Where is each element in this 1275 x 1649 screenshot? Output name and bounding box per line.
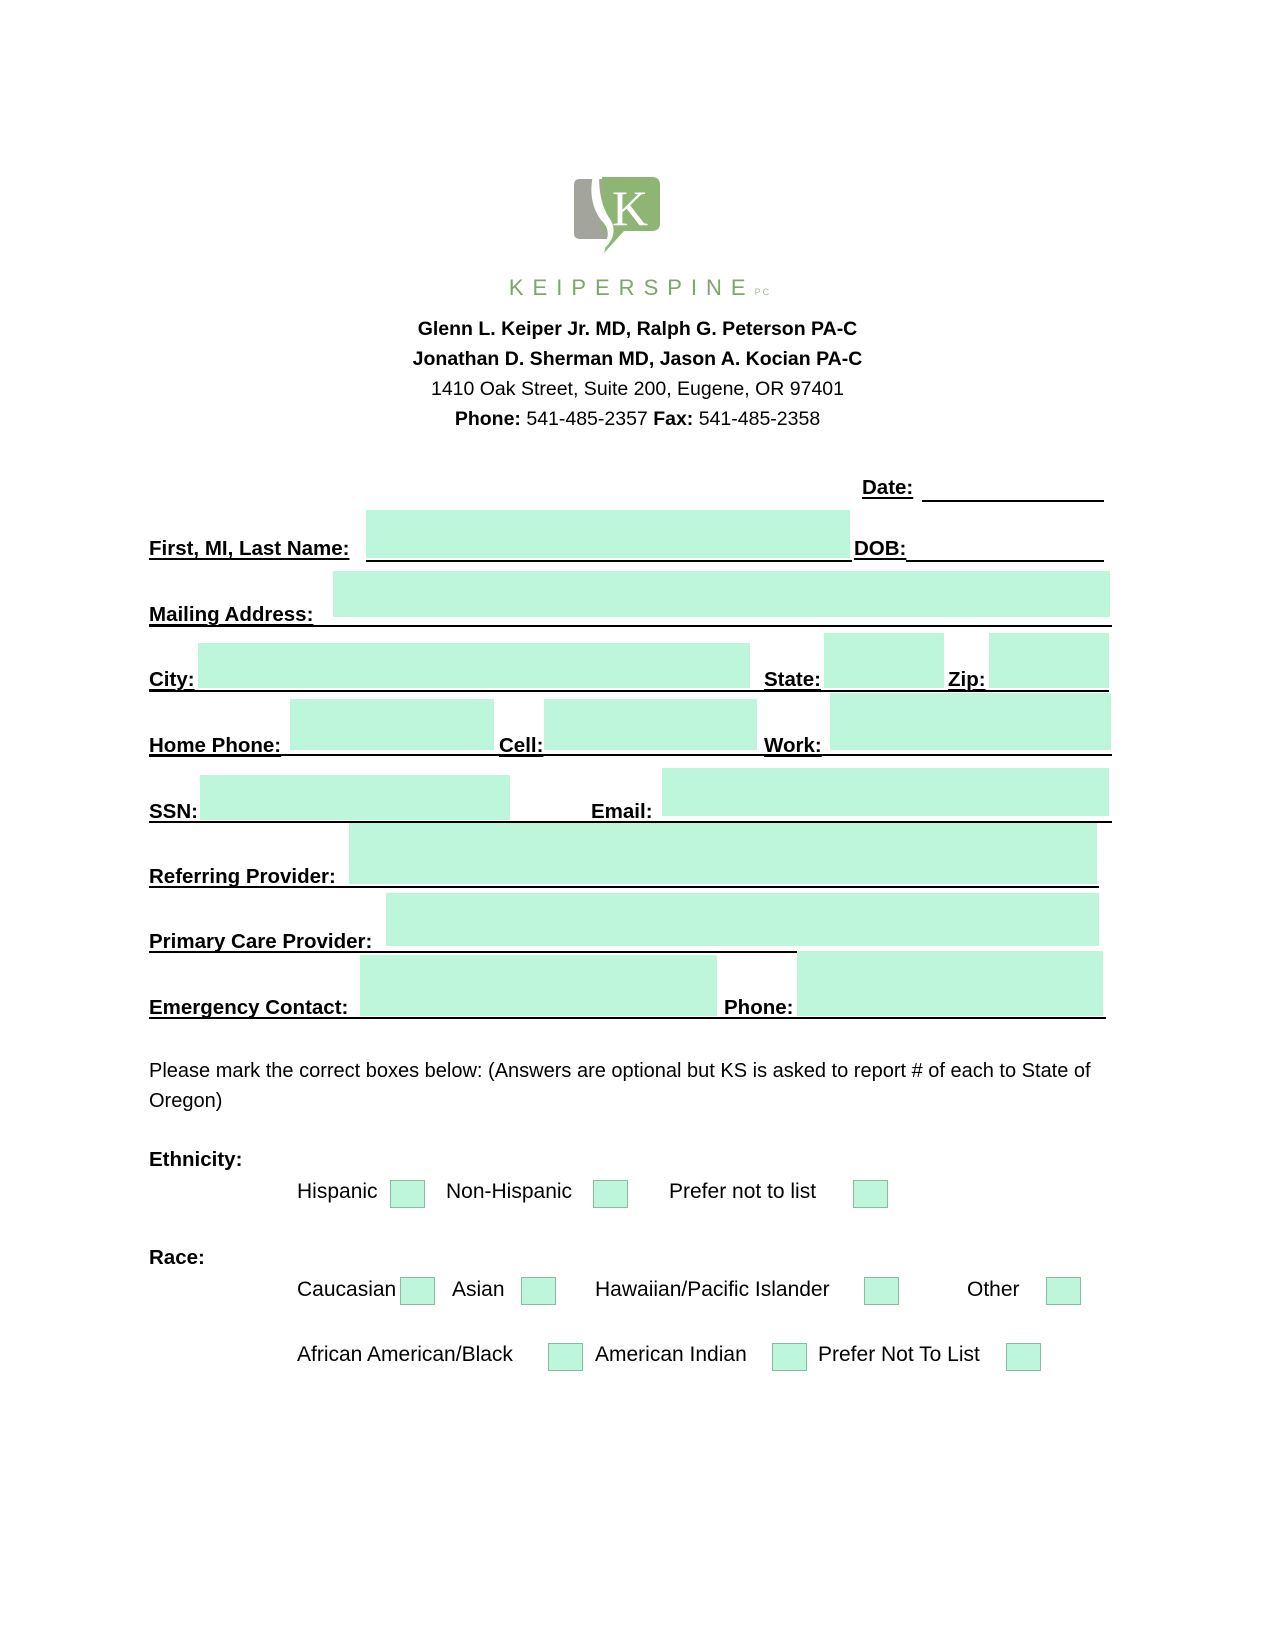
work-label: Work: <box>764 734 822 757</box>
city-field[interactable] <box>198 643 750 688</box>
race-asian-checkbox[interactable] <box>521 1277 556 1305</box>
email-field[interactable] <box>662 768 1109 816</box>
ethnicity-label: Ethnicity: <box>149 1148 243 1171</box>
office-address: 1410 Oak Street, Suite 200, Eugene, OR 97401 <box>430 378 845 400</box>
home-phone-field[interactable] <box>290 699 494 750</box>
referring-provider-line <box>149 886 1099 888</box>
instructions-text: Please mark the correct boxes below: (Answers are optional but KS is asked to report # of each to State of Oregon) <box>149 1060 1091 1112</box>
ethnicity-option-non-hispanic-label: Non-Hispanic <box>446 1180 573 1203</box>
home-phone-input[interactable] <box>290 699 494 750</box>
referring-provider-label: Referring Provider: <box>149 865 336 888</box>
cell-label: Cell: <box>499 734 544 757</box>
race-option-prefer-not-label: Prefer Not To List <box>818 1343 980 1366</box>
phones-line <box>149 754 1112 756</box>
city-input[interactable] <box>198 643 750 688</box>
race-hawaiian-checkbox[interactable] <box>864 1277 899 1305</box>
race-caucasian-checkbox[interactable] <box>400 1277 435 1305</box>
primary-care-provider-field[interactable] <box>386 893 1099 946</box>
ssn-input[interactable] <box>200 775 510 820</box>
name-line <box>366 560 852 562</box>
race-option-asian-label: Asian <box>452 1278 505 1301</box>
city-label: City: <box>149 668 195 691</box>
cell-phone-field[interactable] <box>544 699 757 750</box>
email-label: Email: <box>591 800 653 823</box>
mailing-address-input[interactable] <box>333 571 1110 617</box>
race-option-american-indian-label: American Indian <box>595 1343 747 1366</box>
name-label: First, MI, Last Name: <box>149 537 350 560</box>
ethnicity-option-hispanic-label: Hispanic <box>297 1180 378 1203</box>
phone-label: Phone: <box>454 408 521 430</box>
brand-suffix: PC <box>754 287 772 297</box>
zip-field[interactable] <box>989 633 1109 688</box>
ethnicity-hispanic-checkbox[interactable] <box>390 1180 425 1208</box>
emergency-phone-label: Phone: <box>724 996 794 1019</box>
state-input[interactable] <box>824 633 944 688</box>
race-american-indian-checkbox[interactable] <box>772 1343 807 1371</box>
brand-name: KEIPERSPINE <box>508 275 755 300</box>
zip-label: Zip: <box>948 668 986 691</box>
emergency-contact-line <box>149 1017 1106 1019</box>
home-phone-label: Home Phone: <box>149 734 282 757</box>
full-name-input[interactable] <box>366 510 850 558</box>
providers-line-2: Jonathan D. Sherman MD, Jason A. Kocian PA-C <box>412 348 863 370</box>
brand-wordmark <box>440 275 840 301</box>
race-label: Race: <box>149 1246 205 1269</box>
zip-input[interactable] <box>989 633 1109 688</box>
logo-letter: K <box>611 180 649 236</box>
race-option-caucasian-label: Caucasian <box>297 1278 397 1301</box>
ssn-label: SSN: <box>149 800 198 823</box>
fax-label: Fax: <box>653 408 694 430</box>
race-option-other-label: Other <box>967 1278 1020 1301</box>
emergency-contact-label: Emergency Contact: <box>149 996 349 1019</box>
race-other-checkbox[interactable] <box>1046 1277 1081 1305</box>
emergency-contact-field[interactable] <box>360 955 717 1016</box>
race-option-african-american-label: African American/Black <box>297 1343 513 1366</box>
keiperspine-logo-icon <box>572 157 668 265</box>
date-label: Date: <box>862 476 914 499</box>
mailing-address-line <box>149 625 1112 627</box>
primary-care-provider-label: Primary Care Provider: <box>149 930 373 953</box>
ethnicity-non-hispanic-checkbox[interactable] <box>593 1180 628 1208</box>
email-input[interactable] <box>662 768 1109 816</box>
dob-label: DOB: <box>854 537 907 560</box>
mailing-address-label: Mailing Address: <box>149 603 314 626</box>
fax-number: 541-485-2358 <box>698 408 821 430</box>
state-field[interactable] <box>824 633 944 688</box>
primary-care-provider-input[interactable] <box>386 893 1099 946</box>
ssn-field[interactable] <box>200 775 510 820</box>
providers-line-1: Glenn L. Keiper Jr. MD, Ralph G. Peterson PA-C <box>417 318 858 340</box>
emergency-phone-field[interactable] <box>797 951 1103 1016</box>
race-prefer-not-checkbox[interactable] <box>1006 1343 1041 1371</box>
mailing-address-field[interactable] <box>333 571 1110 617</box>
emergency-phone-input[interactable] <box>797 951 1103 1016</box>
state-label: State: <box>764 668 821 691</box>
cell-phone-input[interactable] <box>544 699 757 750</box>
work-phone-field[interactable] <box>830 693 1111 750</box>
race-option-hawaiian-label: Hawaiian/Pacific Islander <box>595 1278 830 1301</box>
ethnicity-prefer-not-checkbox[interactable] <box>853 1180 888 1208</box>
referring-provider-field[interactable] <box>349 823 1097 884</box>
city-state-zip-line <box>149 690 1109 692</box>
ethnicity-option-prefer-not-label: Prefer not to list <box>669 1180 817 1203</box>
phone-number: 541-485-2357 <box>526 408 648 430</box>
dob-line[interactable] <box>906 560 1104 562</box>
work-phone-input[interactable] <box>830 693 1111 750</box>
referring-provider-input[interactable] <box>349 823 1097 884</box>
race-african-american-checkbox[interactable] <box>548 1343 583 1371</box>
date-line[interactable] <box>922 500 1104 502</box>
full-name-field[interactable] <box>366 510 850 558</box>
contact-line <box>0 408 1275 431</box>
emergency-contact-input[interactable] <box>360 955 717 1016</box>
